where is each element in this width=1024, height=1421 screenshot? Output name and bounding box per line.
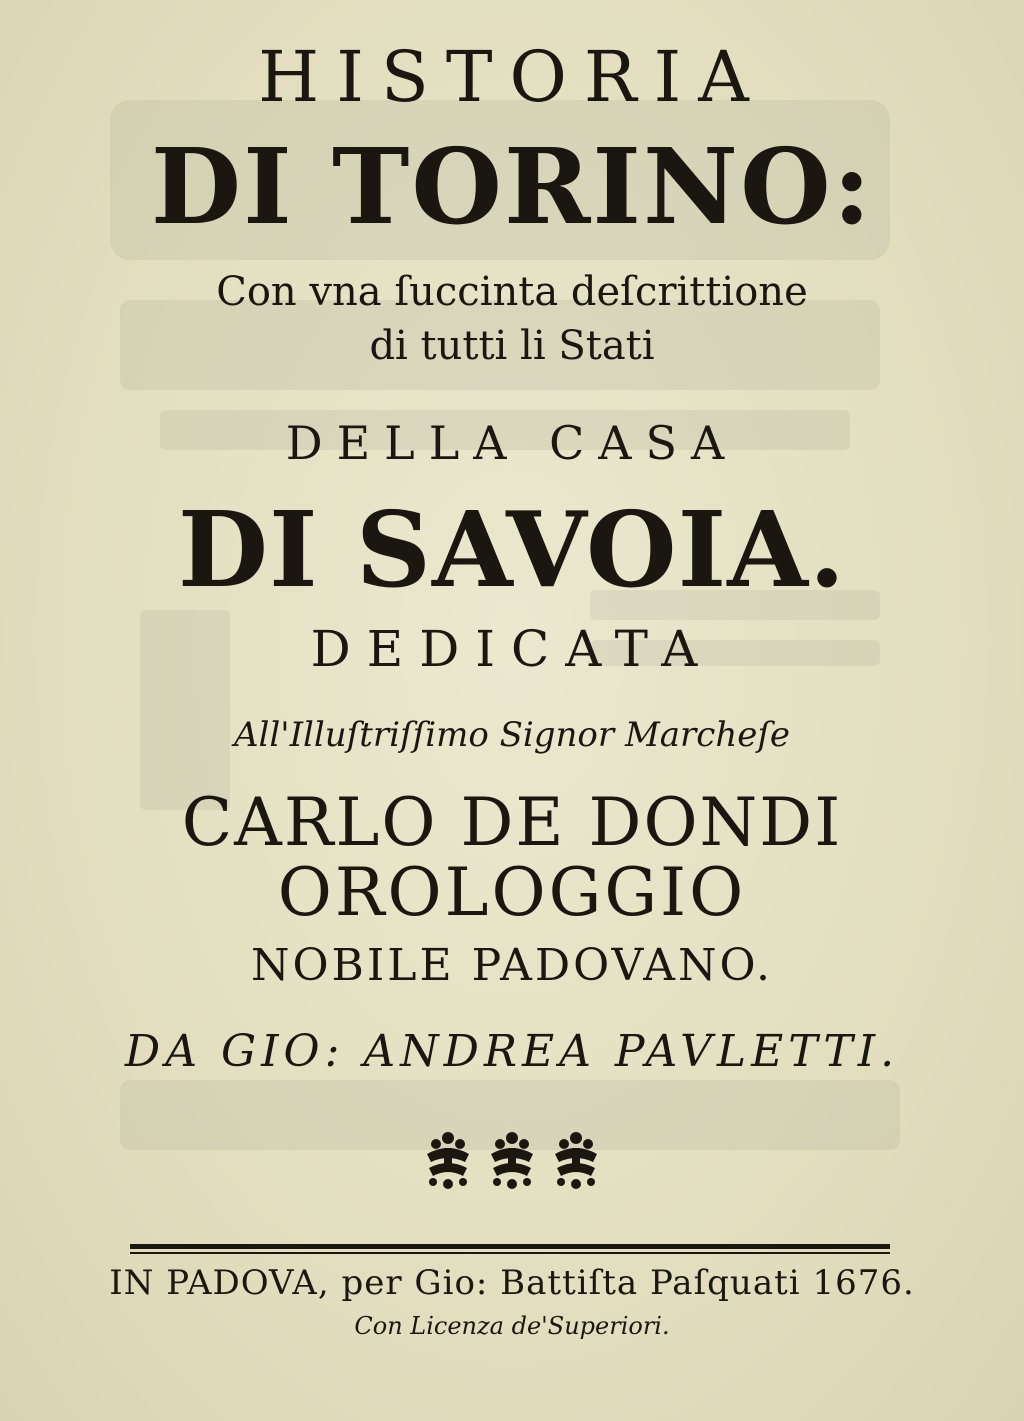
dedicatee-name-line-3: NOBILE PADOVANO. (250, 940, 774, 991)
house-line-1: DELLA CASA (285, 416, 739, 470)
imprint-line: IN PADOVA, per Gio: Battiſta Paſquati 1676. (109, 1263, 915, 1303)
title-line-2: DI TORINO: (150, 125, 874, 248)
subtitle-line-1: Con vna ſuccinta deſcrittione (216, 269, 808, 315)
fleuron-icon (547, 1128, 605, 1190)
author-line: DA GIO: ANDREA PAVLETTI. (124, 1026, 900, 1077)
dedication-label: DEDICATA (310, 620, 714, 678)
subtitle-line-2: di tutti li Stati (369, 323, 655, 369)
ornament-row (0, 1128, 1024, 1190)
license-line: Con Licenza de'Superiori. (354, 1312, 670, 1340)
dedicatee-name-line-2: OROLOGGIO (277, 854, 747, 931)
dedicatee-name-line-1: CARLO DE DONDI (181, 784, 843, 861)
house-line-2: DI SAVOIA. (177, 488, 847, 611)
fleuron-icon (419, 1128, 477, 1190)
fleuron-icon (483, 1128, 541, 1190)
double-rule-divider (130, 1244, 890, 1256)
title-line-1: HISTORIA (258, 36, 766, 118)
dedication-recipient-title: All'Illuſtriſſimo Signor Marcheſe (233, 715, 791, 755)
